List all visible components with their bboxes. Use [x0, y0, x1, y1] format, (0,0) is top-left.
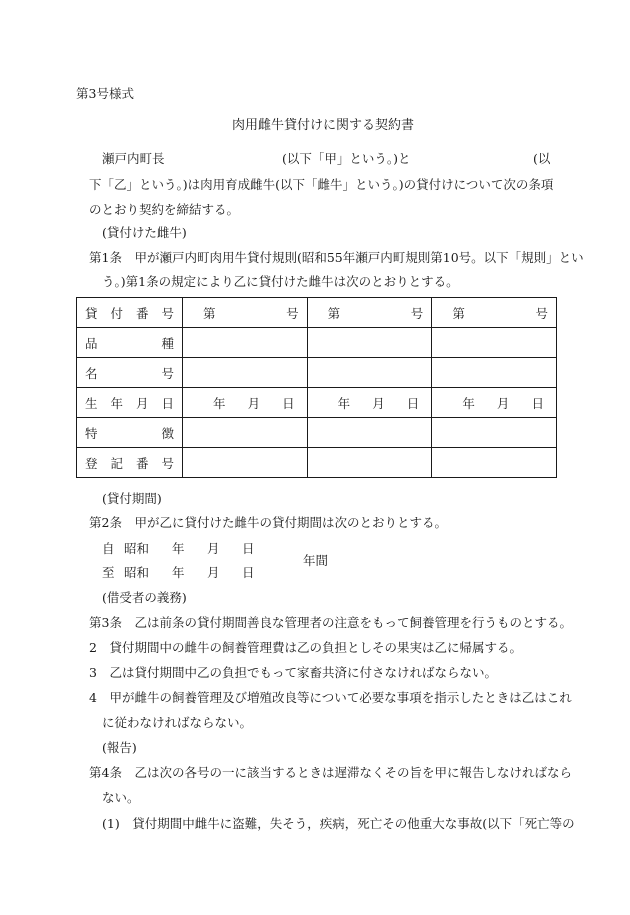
intro-party1-alias: (以下「甲」という。)と	[282, 151, 411, 166]
table-row	[77, 358, 557, 388]
row-label: 名号	[77, 358, 183, 388]
article-1-line1: 第1条 甲が瀬戸内町肉用牛貸付規則(昭和55年瀬戸内町規則第10号。以下「規則」とい	[89, 250, 584, 265]
article-2: 第2条 甲が乙に貸付けた雌牛の貸付期間は次のとおりとする。	[89, 515, 447, 530]
row-label: 生年月日	[77, 388, 183, 418]
number-prefix: 第	[203, 305, 216, 321]
blank-cell	[307, 418, 432, 448]
section-heading-loaned-cow: (貸付けた雌牛)	[102, 225, 187, 240]
period-to-era: 昭和	[124, 565, 150, 580]
article-3-para3: 3 乙は貸付期間中乙の負担でもって家畜共済に付さなければならない。	[89, 665, 497, 680]
date-unit-month: 月	[372, 395, 385, 411]
section-heading-loan-period: (貸付期間)	[102, 491, 162, 506]
birth-date-cell	[432, 388, 557, 418]
period-to-year: 年	[172, 565, 185, 580]
document-title: 肉用雌牛貸付けに関する契約書	[232, 118, 415, 133]
article-3-para4-line1: 4 甲が雌牛の飼養管理及び増殖改良等について必要な事項を指示したときは乙はこれ	[89, 690, 572, 705]
period-from-day: 日	[242, 541, 255, 556]
date-unit-day: 日	[406, 395, 420, 411]
table-row	[77, 448, 557, 478]
blank-cell	[432, 448, 557, 478]
date-unit-year: 年	[213, 395, 226, 411]
loaned-cow-table	[76, 297, 557, 478]
blank-cell	[307, 328, 432, 358]
row-label: 特徴	[77, 418, 183, 448]
article-4-item1: (1) 貸付期間中雌牛に盗難，失そう，疾病，死亡その他重大な事故(以下「死亡等の	[102, 816, 575, 831]
period-duration: 年間	[303, 553, 329, 568]
section-heading-report: (報告)	[102, 740, 137, 755]
blank-cell	[183, 358, 308, 388]
number-prefix: 第	[452, 305, 465, 321]
number-suffix: 号	[286, 305, 299, 321]
date-unit-year: 年	[337, 395, 351, 411]
blank-cell	[183, 418, 308, 448]
table-row	[77, 328, 557, 358]
row-label: 品種	[77, 328, 183, 358]
date-unit-year: 年	[462, 395, 475, 411]
period-from-era: 昭和	[124, 541, 150, 556]
date-unit-day: 日	[531, 395, 544, 411]
date-unit-month: 月	[247, 395, 261, 411]
table-row	[77, 298, 557, 328]
article-3-para2: 2 貸付期間中の雌牛の飼養管理費は乙の負担としその果実は乙に帰属する。	[89, 640, 522, 655]
blank-cell	[183, 448, 308, 478]
table-row	[77, 418, 557, 448]
birth-date-cell	[307, 388, 432, 418]
form-number: 第3号様式	[76, 86, 134, 101]
article-3-para1: 第3条 乙は前条の貸付期間善良な管理者の注意をもって飼養管理を行うものとする。	[89, 615, 572, 630]
intro-line3: のとおり契約を締結する。	[89, 202, 240, 217]
date-unit-day: 日	[282, 395, 295, 411]
number-suffix: 号	[535, 305, 548, 321]
article-1-line2: う。)第1条の規定により乙に貸付けた雌牛は次のとおりとする。	[102, 274, 459, 289]
period-from-month: 月	[207, 541, 220, 556]
blank-cell	[432, 328, 557, 358]
blank-cell	[183, 328, 308, 358]
number-prefix: 第	[327, 305, 341, 321]
period-to-month: 月	[207, 565, 220, 580]
table-row	[77, 388, 557, 418]
period-to-day: 日	[242, 565, 255, 580]
number-suffix: 号	[410, 305, 424, 321]
row-label: 登記番号	[77, 448, 183, 478]
blank-cell	[307, 448, 432, 478]
intro-line2: 下「乙」という。)は肉用育成雌牛(以下「雌牛」という。)の貸付けについて次の条項	[89, 177, 554, 192]
section-heading-borrower-duties: (借受者の義務)	[102, 590, 187, 605]
article-3-para4-line2: に従わなければならない。	[102, 715, 253, 730]
loan-number-cell	[183, 298, 308, 328]
date-unit-month: 月	[496, 395, 510, 411]
intro-paren-open: (以	[533, 151, 551, 166]
article-4-line1: 第4条 乙は次の各号の一に該当するときは遅滞なくその旨を甲に報告しなければなら	[89, 765, 572, 780]
intro-party1: 瀬戸内町長	[102, 151, 165, 166]
blank-cell	[307, 358, 432, 388]
row-label: 貸付番号	[77, 298, 183, 328]
period-from-year: 年	[172, 541, 185, 556]
blank-cell	[432, 418, 557, 448]
loan-number-cell	[432, 298, 557, 328]
loan-number-cell	[307, 298, 432, 328]
period-from-label: 自	[102, 541, 115, 556]
birth-date-cell	[183, 388, 308, 418]
article-4-line2: ない。	[102, 790, 140, 805]
blank-cell	[432, 358, 557, 388]
period-to-label: 至	[102, 565, 115, 580]
